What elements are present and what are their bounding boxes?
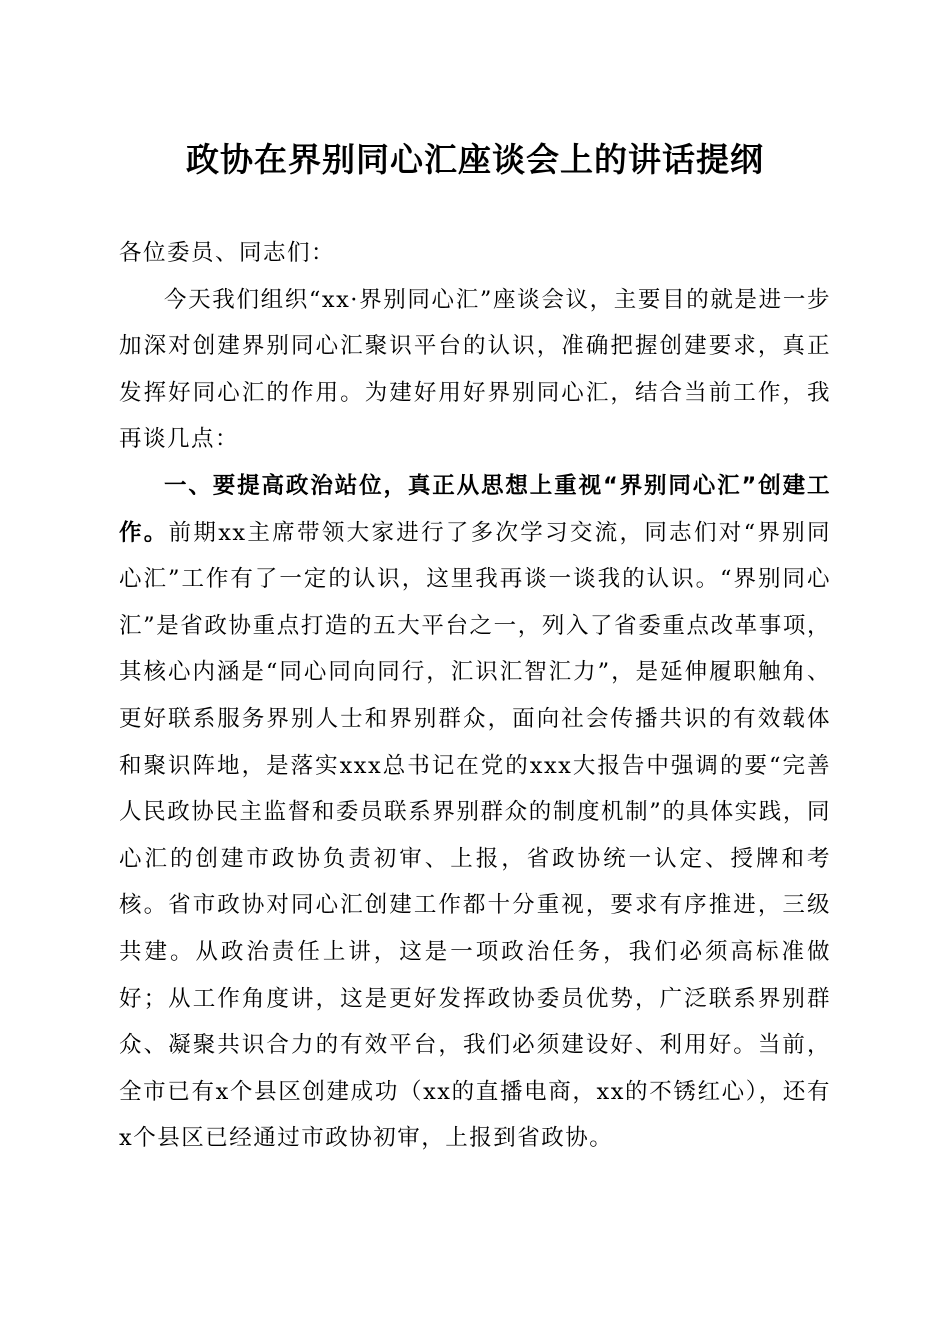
intro-paragraph: 今天我们组织“xx·界别同心汇”座谈会议，主要目的就是进一步加深对创建界别同心汇聚识平台的认识，准确把握创建要求，真正发挥好同心汇的作用。为建好用好界别同心汇，结合当前工作，我再谈几点： [119, 286, 831, 453]
section-1-body: 前期xx主席带领大家进行了多次学习交流，同志们对“界别同心汇”工作有了一定的认识，这里我再谈一谈我的认识。“界别同心汇”是省政协重点打造的五大平台之一，列入了省委重点改革事项，其核心内涵是“同心同向同行，汇识汇智汇力”，是延伸履职触角、更好联系服务界别人士和界别群众，面向社会传播共识的有效载体和聚识阵地，是落实xxx总书记在党的xxx大报告中强调的要“完善人民政协民主监督和委员联系界别群众的制度机制”的具体实践，同心汇的创建市政协负责初审、上报，省政协统一认定、授牌和考核。省市政协对同心汇创建工作都十分重视，要求有序推进，三级共建。从政治责任上讲，这是一项政治任务，我们必须高标准做好；从工作角度讲，这是更好发挥政协委员优势，广泛联系界别群众、凝聚共识合力的有效平台，我们必须建设好、利用好。当前，全市已有x个县区创建成功（xx的直播电商，xx的不锈红心），还有x个县区已经通过市政协初审，上报到省政协。 [119, 519, 831, 1152]
document-body [119, 230, 831, 1162]
salutation: 各位委员、同志们： [119, 240, 336, 266]
section-1-paragraph [119, 463, 831, 1162]
document-title: 政协在界别同心汇座谈会上的讲话提纲 [186, 140, 764, 179]
section-1-heading: 一、要提高政治站位，真正从思想上重视“界别同心汇”创建工作。 [119, 472, 831, 546]
